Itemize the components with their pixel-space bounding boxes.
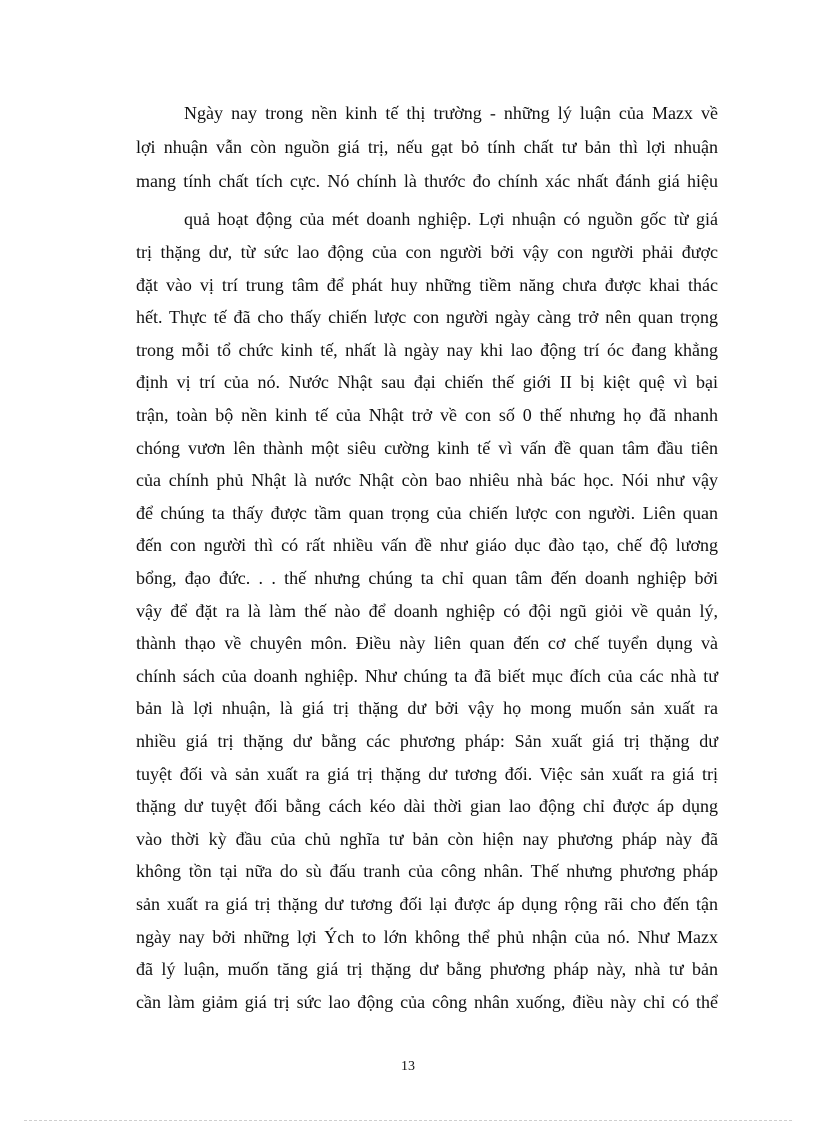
text-line: vào thời kỳ đầu của chủ nghĩa tư bản còn hiện nay phương pháp này đã [136, 829, 718, 849]
text-line: Ngày nay trong nền kinh tế thị trường - những lý luận của Mazx về [184, 103, 718, 123]
text-line: không tồn tại nữa do sù đấu tranh của công nhân. Thế nhưng phương pháp [136, 861, 718, 881]
text-line: để chúng ta thấy được tầm quan trọng của chiến lược con người. Liên quan [136, 503, 718, 523]
page-bottom-divider [24, 1120, 792, 1121]
text-line: nhiều giá trị thặng dư bằng các phương pháp: Sản xuất giá trị thặng dư [136, 731, 718, 751]
text-line: định vị trí của nó. Nước Nhật sau đại chiến thế giới II bị kiệt quệ vì bại [136, 372, 718, 392]
page-number: 13 [401, 1059, 415, 1074]
text-line: tuyệt đối và sản xuất ra giá trị thặng dư tương đối. Việc sản xuất ra giá trị [136, 764, 718, 784]
text-line: mang tính chất tích cực. Nó chính là thước đo chính xác nhất đánh giá hiệu [136, 171, 718, 191]
text-line: bổng, đạo đức. . . thế nhưng chúng ta chỉ quan tâm đến doanh nghiệp bởi [136, 568, 718, 588]
text-line: ngày nay bởi những lợi Ých to lớn không thể phủ nhận của nó. Như Mazx [136, 927, 718, 947]
text-line: thành thạo về chuyên môn. Điều này liên quan đến cơ chế tuyển dụng và [136, 633, 718, 653]
text-line: cần làm giảm giá trị sức lao động của công nhân xuống, điều này chỉ có thể [136, 992, 718, 1012]
text-line: sản xuất ra giá trị thặng dư tương đối lại được áp dụng rộng rãi cho đến tận [136, 894, 718, 914]
text-line: lợi nhuận vẫn còn nguồn giá trị, nếu gạt bỏ tính chất tư bản thì lợi nhuận [136, 137, 718, 157]
text-line: vậy để đặt ra là làm thế nào để doanh nghiệp có đội ngũ giỏi về quản lý, [136, 601, 718, 621]
text-line: của chính phủ Nhật là nước Nhật còn bao nhiêu nhà bác học. Nói như vậy [136, 470, 718, 490]
text-line: trị thặng dư, từ sức lao động của con người bởi vậy con người phải được [136, 242, 718, 262]
text-line: trận, toàn bộ nền kinh tế của Nhật trở về con số 0 thế nhưng họ đã nhanh [136, 405, 718, 425]
text-line: chính sách của doanh nghiệp. Như chúng ta đã biết mục đích của các nhà tư [136, 666, 718, 686]
text-line: trong mỗi tổ chức kinh tế, nhất là ngày nay khi lao động trí óc đang khẳng [136, 340, 718, 360]
text-line: đặt vào vị trí trung tâm để phát huy những tiềm năng chưa được khai thác [136, 275, 718, 295]
text-line: đến con người thì có rất nhiều vấn đề như giáo dục đào tạo, chế độ lương [136, 535, 718, 555]
text-line: chóng vươn lên thành một siêu cường kinh tế vì vấn đề quan tâm đầu tiên [136, 438, 718, 458]
text-line: hết. Thực tế đã cho thấy chiến lược con người ngày càng trở nên quan trọng [136, 307, 718, 327]
text-line: bản là lợi nhuận, là giá trị thặng dư bởi vậy họ mong muốn sản xuất ra [136, 698, 718, 718]
text-line: quả hoạt động của mét doanh nghiệp. Lợi nhuận có nguồn gốc từ giá [184, 209, 718, 229]
text-line: thặng dư tuyệt đối bằng cách kéo dài thời gian lao động chỉ được áp dụng [136, 796, 718, 816]
text-line: đã lý luận, muốn tăng giá trị thặng dư bằng phương pháp này, nhà tư bản [136, 959, 718, 979]
